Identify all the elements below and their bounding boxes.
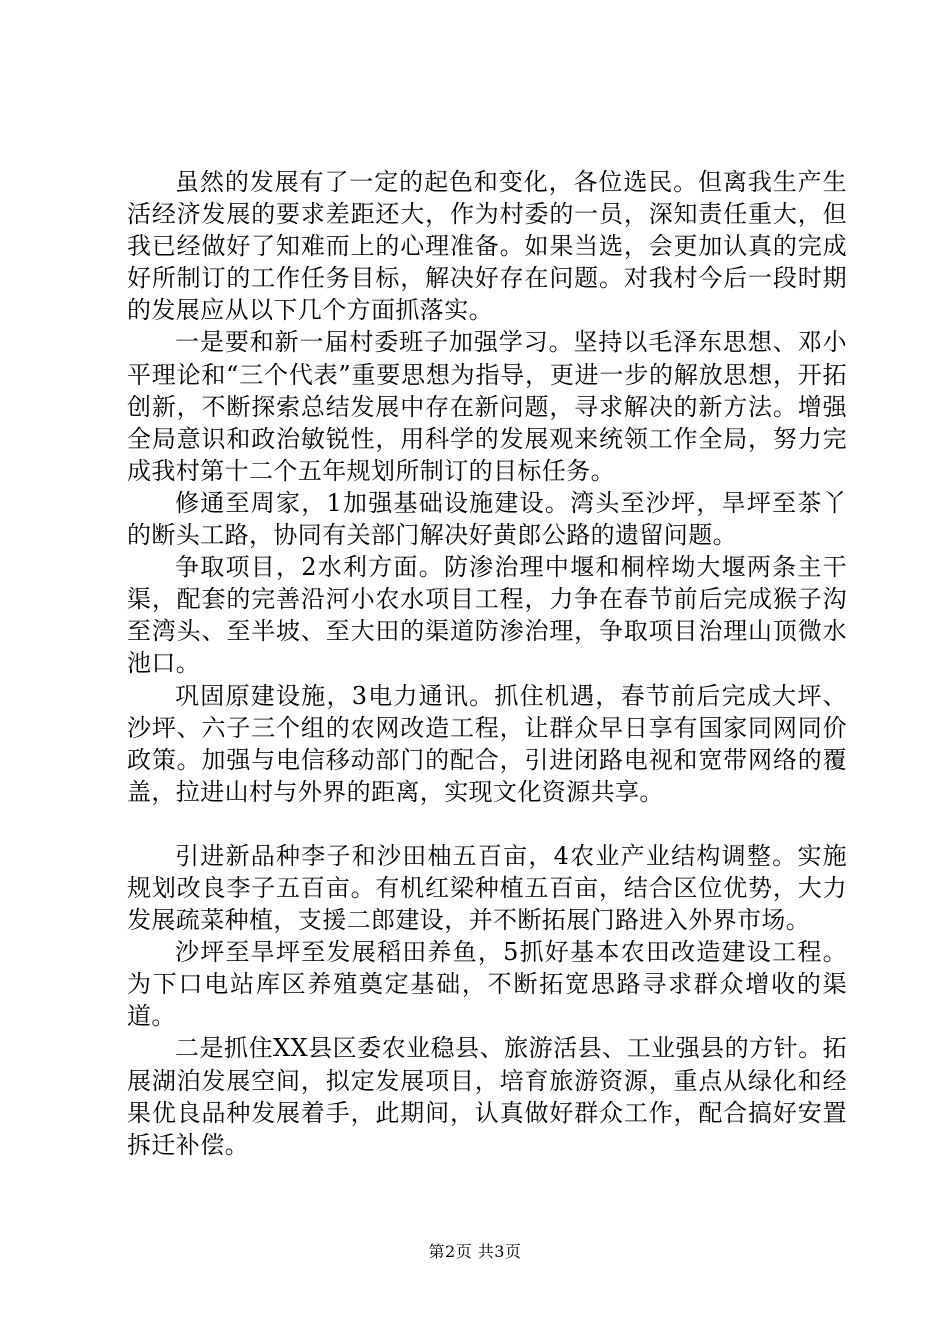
paragraph-intro: 虽然的发展有了一定的起色和变化，各位选民。但离我生产生活经济发展的要求差距还大，作为村委的一员，深知责任重大，但我已经做好了知难而上的心理准备。如果当选，会更加认真的完成好所制订的工作任务目标，解决好存在问题。对我村今后一段时期的发展应从以下几个方面抓落实。 (127, 168, 847, 325)
page-footer: 第2页 共3页 (428, 1242, 522, 1261)
paragraph-point-one: 一是要和新一届村委班子加强学习。坚持以毛泽东思想、邓小平理论和“三个代表”重要思想为指导，更进一步的解放思想，开拓创新，不断探索总结发展中存在新问题，寻求解决的新方法。增强全局意识和政治敏锐性，用科学的发展观来统领工作全局，努力完成我村第十二个五年规划所制订的目标任务。 (127, 328, 847, 485)
document-body (127, 166, 847, 1161)
paragraph-infrastructure: 修通至周家，1加强基础设施建设。湾头至沙坪，旱坪至茶丫的断头工路，协同有关部门解决好黄郎公路的遗留问题。 (127, 488, 847, 550)
paragraph-agriculture: 引进新品种李子和沙田柚五百亩，4农业产业结构调整。实施规划改良李子五百亩。有机红梁种植五百亩，结合区位优势，大力发展疏菜种植，支援二郎建设，并不断拓展门路进入外界市场。 (127, 841, 847, 935)
paragraph-power-telecom: 巩固原建设施，3电力通讯。抓住机遇，春节前后完成大坪、沙坪、六子三个组的农网改造工程，让群众早日享有国家同网同价政策。加强与电信移动部门的配合，引进闭路电视和宽带网络的覆盖，拉进山村与外界的距离，实现文化资源共享。 (127, 681, 847, 806)
paragraph-point-two: 二是抓住XX县区委农业稳县、旅游活县、工业强县的方针。拓展湖泊发展空间，拟定发展项目，培育旅游资源，重点从绿化和经果优良品种发展着手，此期间，认真做好群众工作，配合搞好安置拆迁补偿。 (127, 1034, 847, 1159)
paragraph-farmland: 沙坪至旱坪至发展稻田养鱼，5抓好基本农田改造建设工程。为下口电站库区养殖奠定基础，不断拓宽思路寻求群众增收的渠道。 (127, 938, 847, 1031)
paragraph-water: 争取项目，2水利方面。防渗治理中堰和桐梓坳大堰两条主干渠，配套的完善沿河小农水项目工程，力争在春节前后完成猴子沟至湾头、至半坡、至大田的渠道防渗治理，争取项目治理山顶微水池口。 (127, 553, 847, 678)
